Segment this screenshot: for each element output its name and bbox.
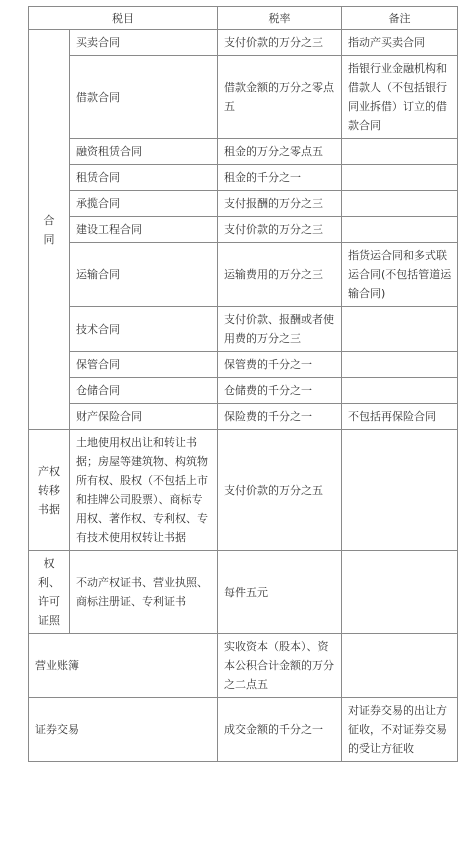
item-name: 承揽合同 xyxy=(70,191,218,217)
item-rate: 租金的万分之零点五 xyxy=(218,139,342,165)
header-item: 税目 xyxy=(29,7,218,30)
item-rate: 实收资本（股本）、资本公积合计金额的万分之二点五 xyxy=(218,634,342,698)
item-name: 运输合同 xyxy=(70,243,218,307)
item-note: 指动产买卖合同 xyxy=(342,30,458,56)
item-note xyxy=(342,139,458,165)
item-note xyxy=(342,191,458,217)
table-row xyxy=(29,430,458,551)
table-row xyxy=(29,139,458,165)
item-name: 融资租赁合同 xyxy=(70,139,218,165)
item-rate: 借款金额的万分之零点五 xyxy=(218,56,342,139)
table-row xyxy=(29,165,458,191)
item-note xyxy=(342,165,458,191)
item-name: 土地使用权出让和转让书据；房屋等建筑物、构筑物所有权、股权（不包括上市和挂牌公司股票）、商标专用权、著作权、专利权、专有技术使用权转让书据 xyxy=(70,430,218,551)
item-note xyxy=(342,634,458,698)
item-name: 不动产权证书、营业执照、商标注册证、专利证书 xyxy=(70,551,218,634)
item-note xyxy=(342,352,458,378)
item-name: 保管合同 xyxy=(70,352,218,378)
table-row xyxy=(29,634,458,698)
header-note: 备注 xyxy=(342,7,458,30)
table-row xyxy=(29,217,458,243)
table-row xyxy=(29,551,458,634)
item-note: 指货运合同和多式联运合同(不包括管道运输合同) xyxy=(342,243,458,307)
table-row xyxy=(29,698,458,762)
item-rate: 租金的千分之一 xyxy=(218,165,342,191)
item-note: 指银行业金融机构和借款人（不包括银行同业拆借）订立的借款合同 xyxy=(342,56,458,139)
item-name: 营业账簿 xyxy=(29,634,218,698)
item-rate: 保险费的千分之一 xyxy=(218,404,342,430)
table-row xyxy=(29,378,458,404)
table-row xyxy=(29,243,458,307)
table-row xyxy=(29,56,458,139)
table-row xyxy=(29,352,458,378)
stamp-tax-table xyxy=(28,6,458,762)
item-name: 买卖合同 xyxy=(70,30,218,56)
item-rate: 支付价款的万分之三 xyxy=(218,217,342,243)
item-rate: 仓储费的千分之一 xyxy=(218,378,342,404)
item-rate: 支付报酬的万分之三 xyxy=(218,191,342,217)
group-label-property-transfer: 产权 转移 书据 xyxy=(29,430,70,551)
item-note xyxy=(342,551,458,634)
item-note xyxy=(342,217,458,243)
item-name: 仓储合同 xyxy=(70,378,218,404)
item-rate: 支付价款、报酬或者使用费的万分之三 xyxy=(218,307,342,352)
item-name: 借款合同 xyxy=(70,56,218,139)
table-row xyxy=(29,404,458,430)
item-rate: 保管费的千分之一 xyxy=(218,352,342,378)
item-note xyxy=(342,307,458,352)
table-row xyxy=(29,191,458,217)
item-rate: 每件五元 xyxy=(218,551,342,634)
item-note: 不包括再保险合同 xyxy=(342,404,458,430)
item-rate: 运输费用的万分之三 xyxy=(218,243,342,307)
item-note xyxy=(342,430,458,551)
item-name: 租赁合同 xyxy=(70,165,218,191)
group-label-contract: 合 同 xyxy=(29,30,70,430)
group-label-license: 权 利、 许可 证照 xyxy=(29,551,70,634)
item-note xyxy=(342,378,458,404)
table-row xyxy=(29,30,458,56)
header-row xyxy=(29,7,458,30)
header-rate: 税率 xyxy=(218,7,342,30)
item-rate: 支付价款的万分之三 xyxy=(218,30,342,56)
item-rate: 成交金额的千分之一 xyxy=(218,698,342,762)
item-name: 技术合同 xyxy=(70,307,218,352)
item-name: 证券交易 xyxy=(29,698,218,762)
item-rate: 支付价款的万分之五 xyxy=(218,430,342,551)
item-name: 建设工程合同 xyxy=(70,217,218,243)
item-note: 对证券交易的出让方征收，不对证券交易的受让方征收 xyxy=(342,698,458,762)
item-name: 财产保险合同 xyxy=(70,404,218,430)
table-row xyxy=(29,307,458,352)
